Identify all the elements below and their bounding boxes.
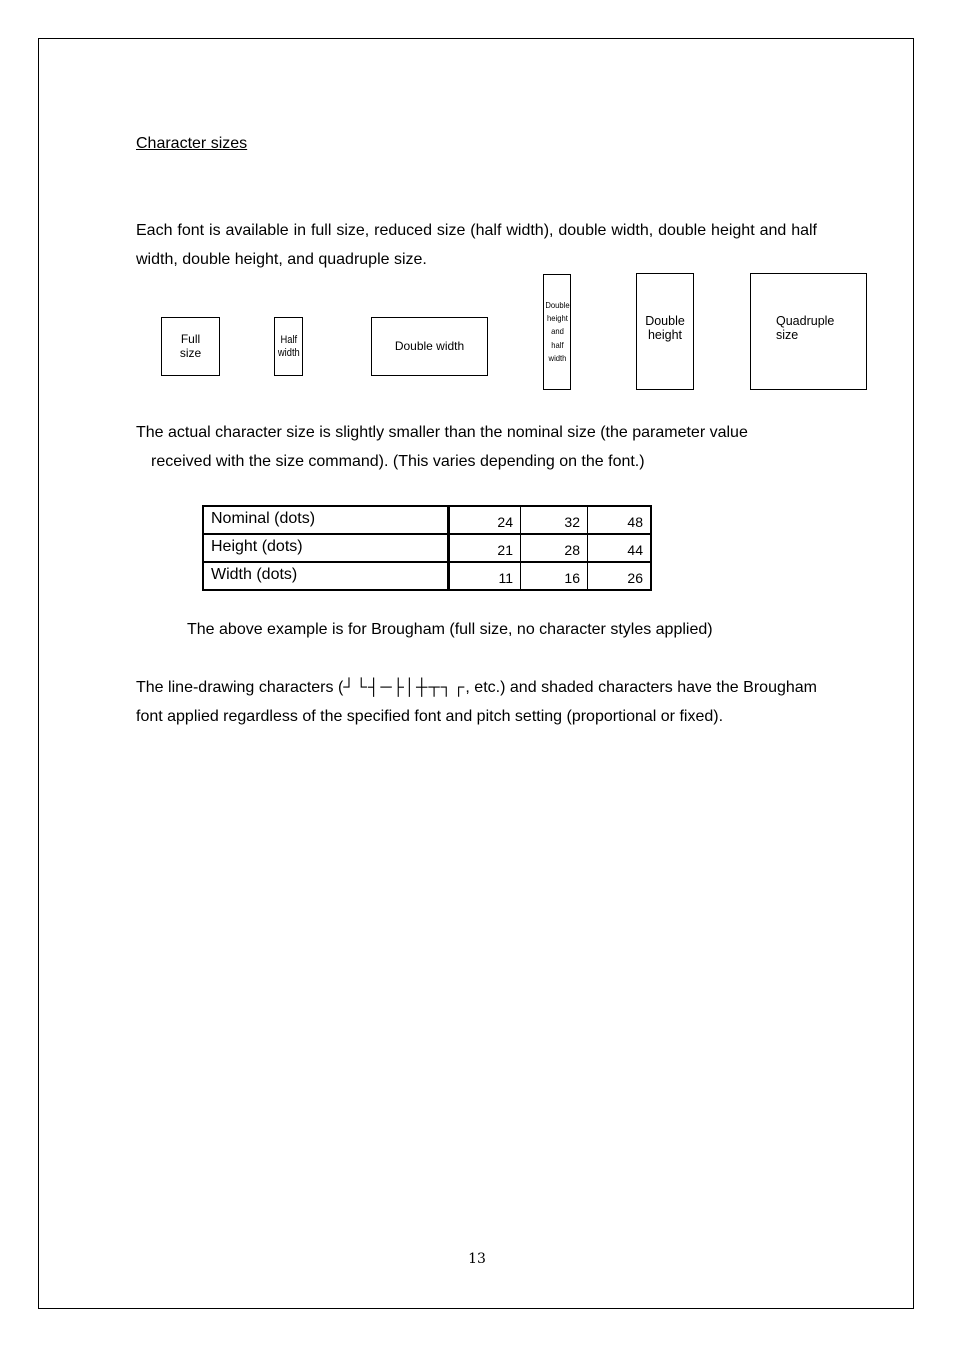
dhhw-label-1: Double (544, 300, 570, 311)
dhhw-label-5: width (548, 352, 566, 363)
half-width-box (274, 317, 303, 376)
row-label: Width (dots) (203, 562, 449, 590)
table-cell: 32 (521, 506, 588, 534)
full-size-label-1: Full (180, 332, 201, 347)
table-row (203, 534, 651, 562)
table-cell: 48 (588, 506, 652, 534)
double-width-label: Double width (394, 338, 465, 353)
quadruple-label-2: size (776, 327, 799, 342)
dhhw-label-3: and (550, 326, 564, 337)
double-height-box (636, 273, 694, 390)
actual-size-line-2: received with the size command). (This varies depending on the font.) (151, 453, 645, 470)
dhhw-label-4: half (550, 339, 564, 350)
line-drawing-paragraph (136, 673, 817, 731)
full-size-box (161, 317, 220, 376)
half-width-label-2: width (277, 346, 300, 359)
line-drawing-characters: ┘└┤─├│┼┬┐┌ (343, 679, 466, 696)
line-drawing-text-after: , etc.) and shaded characters have the Brougham font applied regardless of the specified font and pitch setting (proportional or fixed). (136, 679, 817, 725)
full-size-label-2: size (179, 345, 202, 360)
page-number: 13 (468, 1251, 486, 1267)
table-row (203, 562, 651, 590)
quadruple-size-box (750, 273, 867, 390)
actual-size-line-1: The actual character size is slightly smaller than the nominal size (the parameter value (136, 424, 748, 441)
table-cell: 11 (449, 562, 521, 590)
table-cell: 28 (521, 534, 588, 562)
double-height-label-2: height (647, 327, 683, 342)
double-height-label-1: Double (645, 314, 685, 328)
line-drawing-text-before: The line-drawing characters ( (136, 679, 344, 696)
character-size-table (202, 505, 652, 591)
row-label: Height (dots) (203, 534, 449, 562)
table-cell: 44 (588, 534, 652, 562)
row-label: Nominal (dots) (203, 506, 449, 534)
table-cell: 26 (588, 562, 652, 590)
section-heading: Character sizes (136, 135, 248, 152)
half-width-label-1: Half (280, 334, 297, 347)
double-width-box (371, 317, 488, 376)
dhhw-label-2: height (546, 313, 568, 324)
table-note: The above example is for Brougham (full size, no character styles applied) (187, 621, 713, 638)
actual-size-paragraph (136, 418, 817, 476)
table-cell: 24 (449, 506, 521, 534)
intro-paragraph: Each font is available in full size, reduced size (half width), double width, double height and half width, double height, and quadruple size. (136, 222, 817, 268)
table-cell: 16 (521, 562, 588, 590)
double-height-half-width-box (543, 274, 571, 390)
quadruple-label-1: Quadruple (776, 314, 835, 328)
table-cell: 21 (449, 534, 521, 562)
table-row (203, 506, 651, 534)
